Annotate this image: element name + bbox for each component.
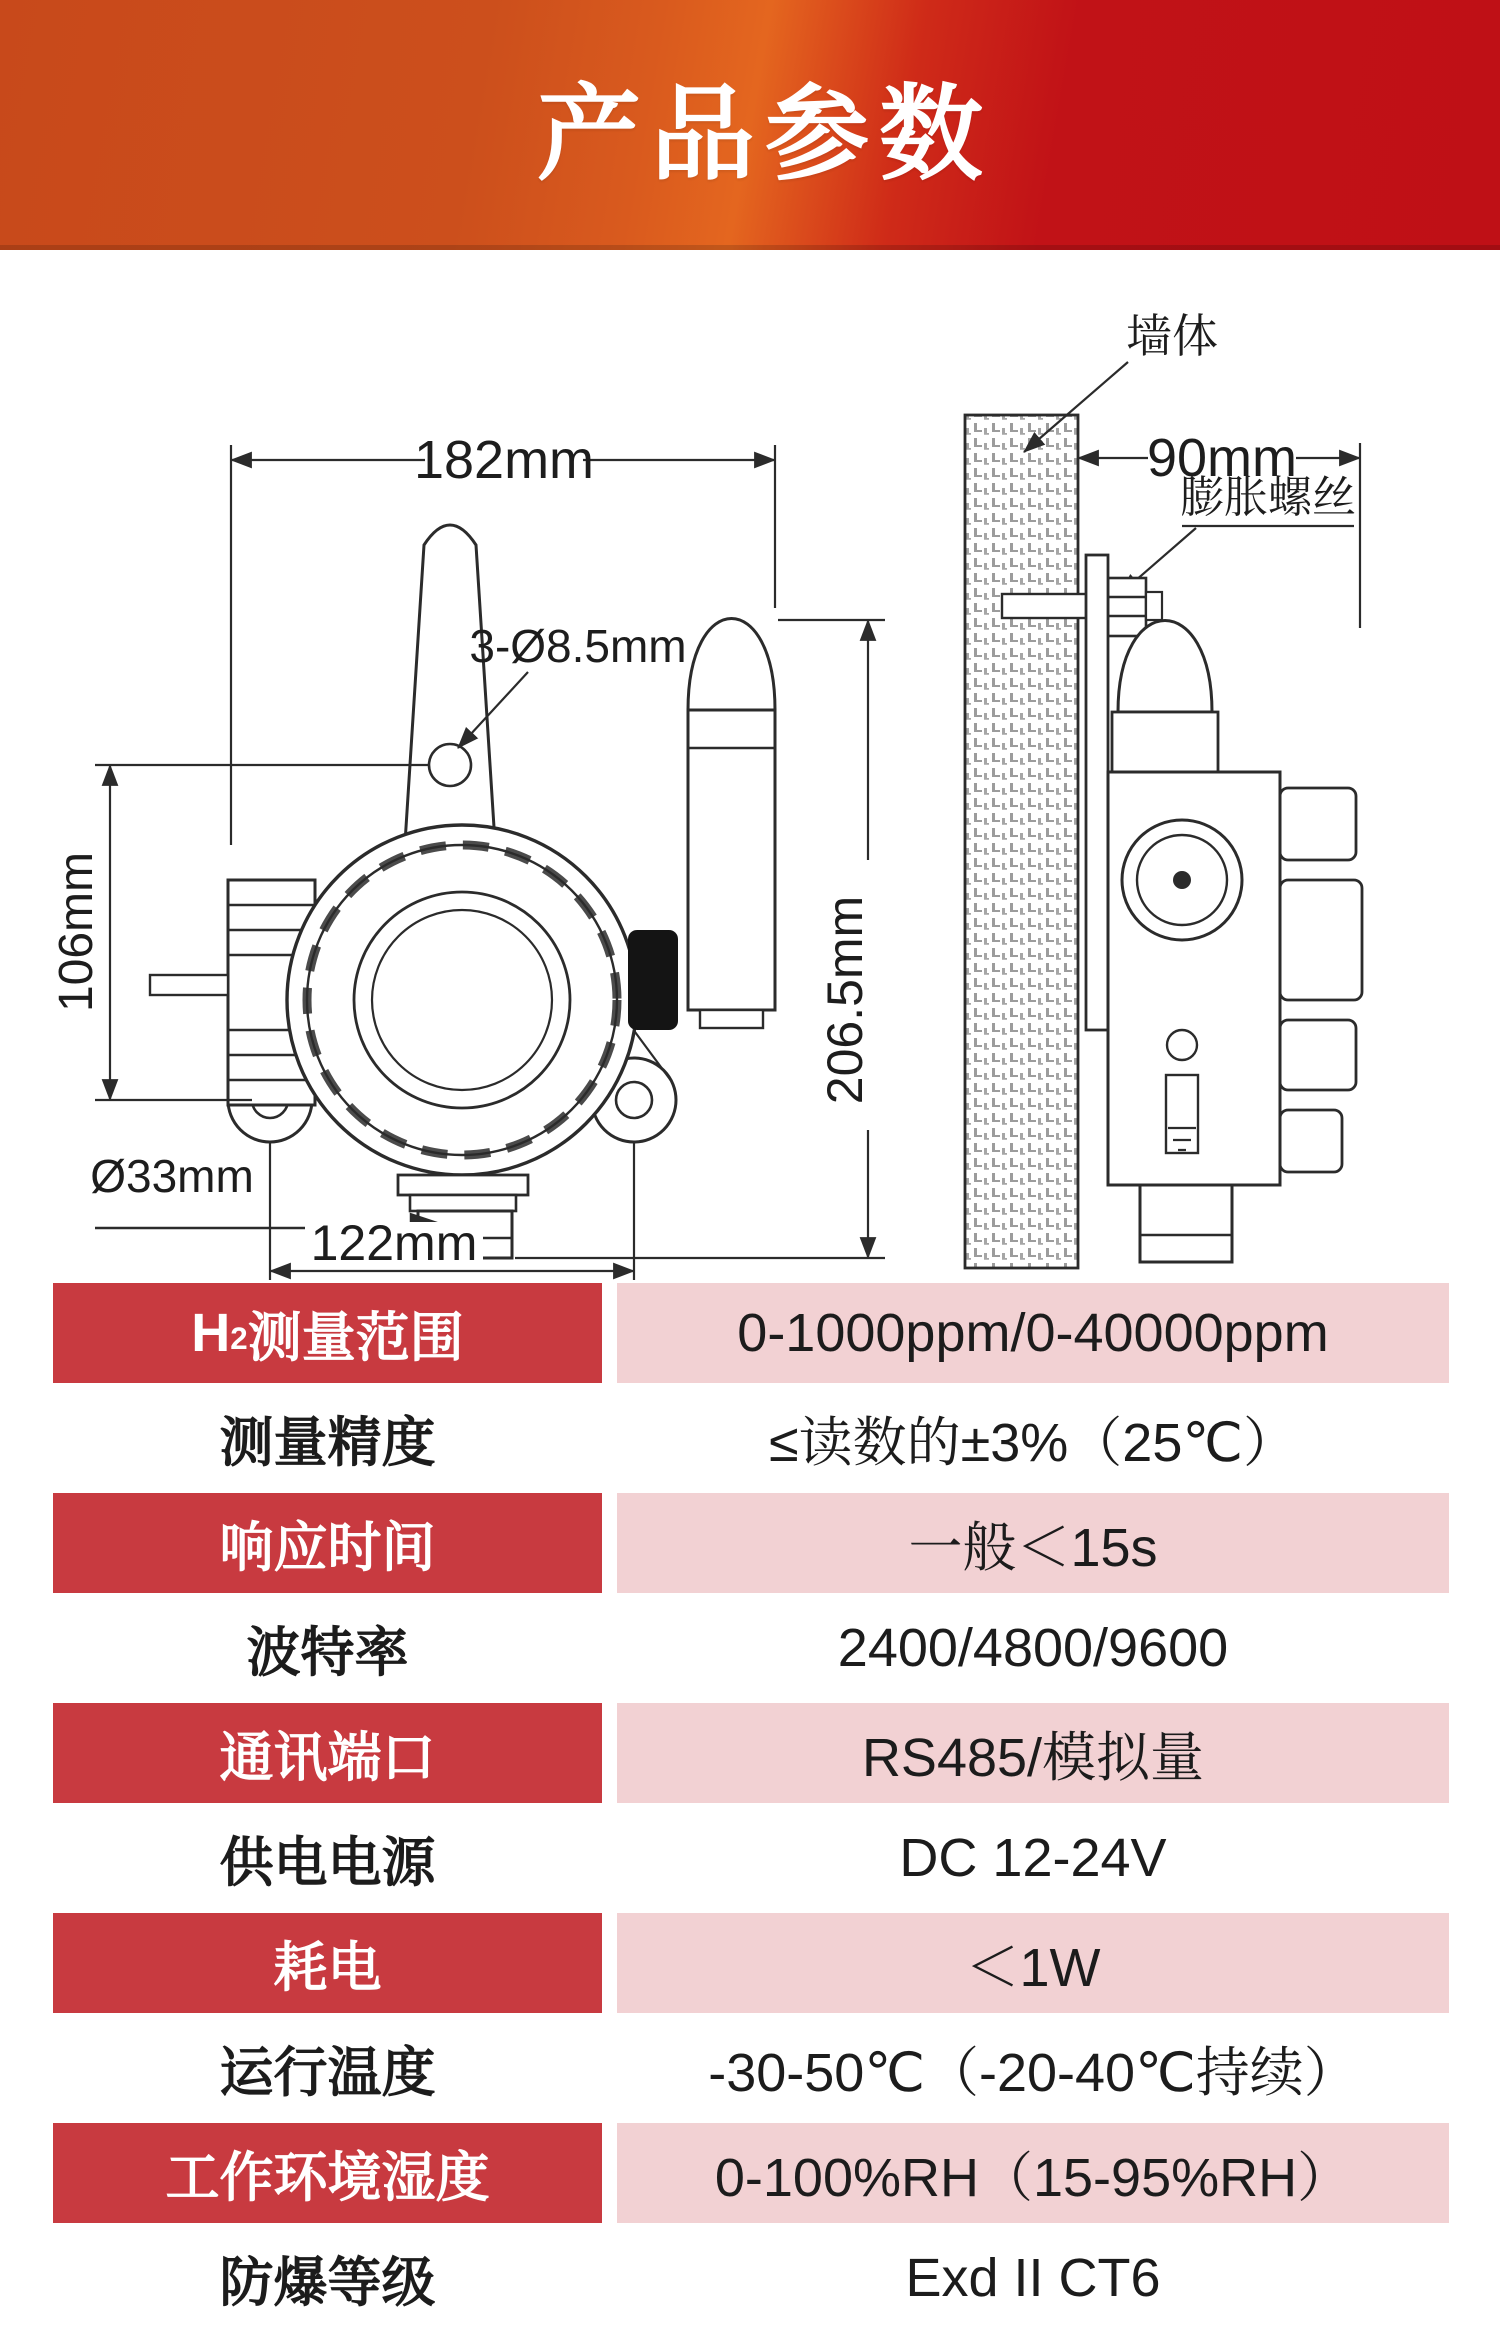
spec-row: [0, 1283, 1500, 1383]
top-mount-hole: [429, 744, 471, 786]
screw-label: 膨胀螺丝: [1180, 473, 1356, 522]
spec-label-cell: [53, 2223, 602, 2333]
wire-pin: [150, 975, 228, 995]
spec-value-cell: [617, 1913, 1449, 2013]
spec-value-text: ＜1W: [965, 1937, 1101, 1998]
spec-label-cell: [53, 2013, 602, 2123]
spec-value-cell: [617, 1383, 1449, 1493]
front-view-drawing: [50, 430, 896, 1280]
page-title: 产品参数: [536, 77, 993, 193]
dim-106mm-label: 106mm: [50, 851, 103, 1013]
alarm-dome-front: [688, 619, 775, 711]
device-body-front: [287, 825, 637, 1175]
sensor-probe-side: [1140, 1185, 1232, 1262]
dim-122mm-label: 122mm: [310, 1215, 478, 1271]
spec-table: [0, 1283, 1500, 2333]
spec-value-cell: [617, 1803, 1449, 1913]
spec-value-cell: [617, 1493, 1449, 1593]
spec-label-text: 响应时间: [219, 1517, 436, 1578]
spec-value-text: 一般＜15s: [908, 1517, 1158, 1578]
spec-label-cell: [53, 1593, 602, 1703]
spec-label-text: H: [191, 1303, 231, 1363]
spec-value-text: ≤读数的±3%（25℃）: [768, 1412, 1298, 1473]
spec-row: [0, 1703, 1500, 1803]
spec-label-cell: [53, 1803, 602, 1913]
dim-90mm-label: 90mm: [1146, 428, 1298, 488]
cable-gland: [628, 930, 678, 1030]
device-dimension-diagram: [0, 250, 1500, 1283]
spec-label-text: 供电电源: [219, 1832, 436, 1893]
spec-row: [0, 1383, 1500, 1493]
spec-label-text: 波特率: [246, 1622, 409, 1683]
spec-value-text: 0-100%RH（15-95%RH）: [714, 2147, 1352, 2208]
spec-row: [0, 2123, 1500, 2223]
spec-value-cell: [617, 2013, 1449, 2123]
spec-row: [0, 1803, 1500, 1913]
technical-drawing: [0, 250, 1500, 1283]
dim-206mm-label: 206.5mm: [817, 895, 873, 1105]
spec-label-text: 防爆等级: [219, 2252, 436, 2313]
spec-label-cell: [53, 1703, 602, 1803]
spec-row: [0, 1913, 1500, 2013]
mount-bracket: [1086, 555, 1108, 1030]
spec-value-text: Exd II CT6: [905, 2248, 1161, 2308]
spec-value-cell: [617, 1593, 1449, 1703]
spec-row: [0, 1493, 1500, 1593]
dim-holes-label: 3-Ø8.5mm: [469, 620, 687, 672]
alarm-body-front: [688, 710, 775, 1010]
spec-value-text: RS485/模拟量: [861, 1727, 1205, 1788]
spec-label-cell: [53, 1493, 602, 1593]
spec-row: [0, 1593, 1500, 1703]
spec-label-text: 通讯端口: [219, 1727, 436, 1788]
spec-value-cell: [617, 2223, 1449, 2333]
page-header-banner: [0, 0, 1500, 250]
spec-value-cell: [617, 1703, 1449, 1803]
side-view-drawing: [965, 310, 1362, 1268]
spec-value-cell: [617, 2123, 1449, 2223]
spec-label-text: 运行温度: [219, 2042, 436, 2103]
wall-label: 墙体: [1126, 310, 1218, 362]
spec-label-cell: [53, 1383, 602, 1493]
dim-182mm-label: 182mm: [413, 430, 595, 490]
spec-value-text: 2400/4800/9600: [837, 1618, 1229, 1678]
spec-row: [0, 2223, 1500, 2333]
spec-label-cell: [53, 2123, 602, 2223]
spec-value-cell: [617, 1283, 1449, 1383]
spec-label-text: 测量范围: [247, 1307, 464, 1368]
spec-value-text: DC 12-24V: [899, 1828, 1167, 1888]
ground-lug: [1166, 1075, 1198, 1153]
spec-label-text: 测量精度: [219, 1412, 436, 1473]
dim-probe-label: Ø33mm: [90, 1150, 254, 1202]
spec-label-cell: H $_2$ 测量范围: [53, 1283, 602, 1383]
spec-label-text: 工作环境湿度: [165, 2147, 490, 2208]
spec-value-text: -30-50℃（-20-40℃持续）: [708, 2042, 1358, 2103]
spec-value-text: 0-1000ppm/0-40000ppm: [737, 1303, 1329, 1363]
spec-label-text: 耗电: [273, 1937, 382, 1998]
wall: [965, 415, 1078, 1268]
spec-row: [0, 2013, 1500, 2123]
spec-label-cell: [53, 1913, 602, 2013]
